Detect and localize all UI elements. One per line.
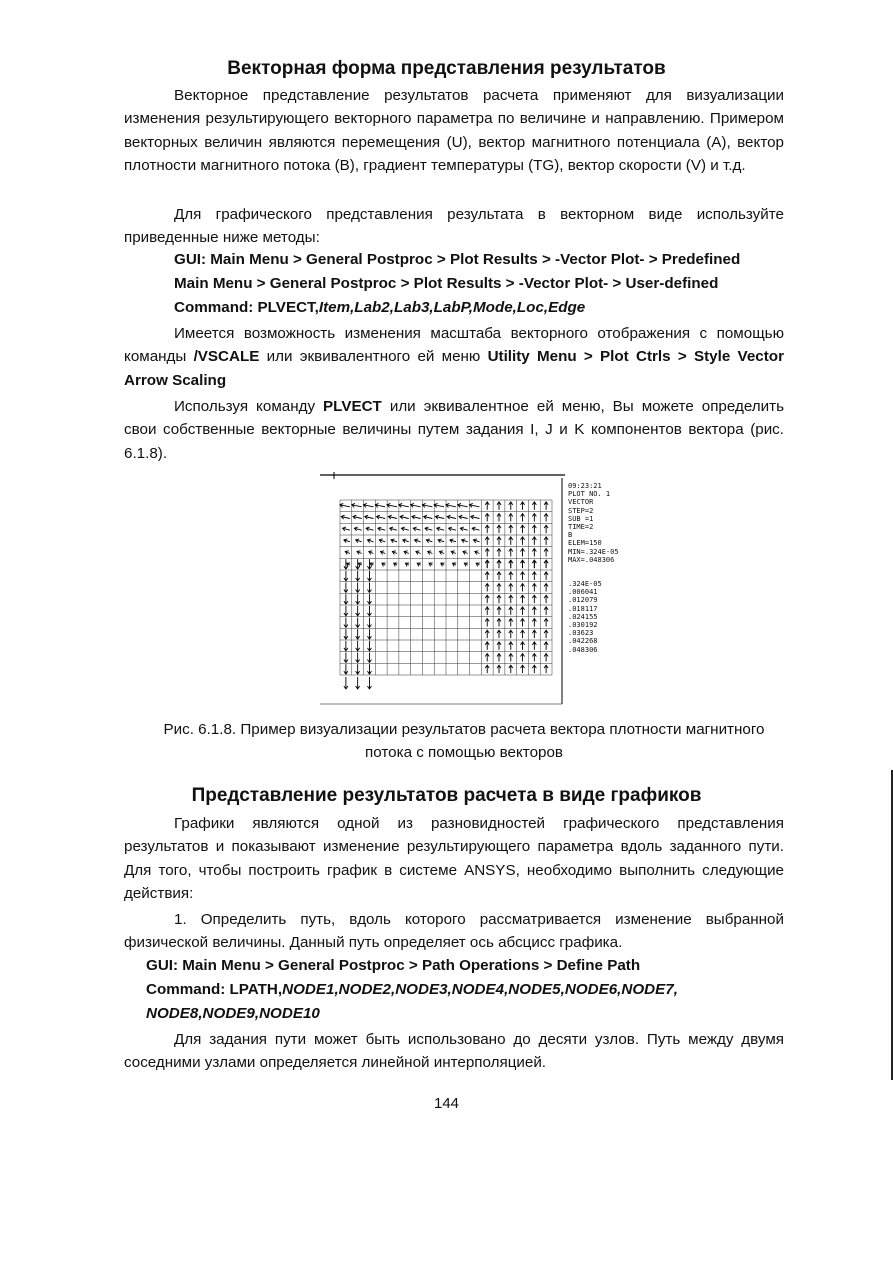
- menu-path-arrow-scaling: Utility Menu > Plot Ctrls > Style Vector Arrow Scaling: [124, 348, 784, 389]
- figure-vector-plot: [320, 470, 650, 715]
- plot-legend-values: .324E-05 .006041 .012079 .018117 .024155 .030192 .03623 .042268 .048306: [568, 580, 602, 654]
- figure-caption: Рис. 6.1.8. Пример визуализации результатов расчета вектора плотности магнитного потока с помощью векторов: [163, 721, 765, 761]
- gui-path-define-path: GUI: Main Menu > General Postproc > Path Operations > Define Path: [146, 957, 641, 974]
- paragraph-path-nodes: Для задания пути может быть использовано до десяти узлов. Путь между двумя соседними узлами определяется линейной интерполяцией.: [124, 1031, 784, 1072]
- plot-legend-header: 09:23:21 PLOT NO. 1 VECTOR STEP=2 SUB =1 TIME=2 B ELEM=150 MIN=.324E-05 MAX=.048306: [568, 482, 619, 564]
- command-vscale: /VSCALE: [193, 348, 260, 366]
- command-lpath: Command: LPATH,NODE1,NODE2,NODE3,NODE4,NODE5,NODE6,NODE7,: [146, 981, 678, 998]
- section-title-graphs: Представление результатов расчета в виде графиков: [191, 785, 702, 806]
- command-lpath-cont: NODE8,NODE9,NODE10: [146, 1005, 320, 1022]
- section-title-vector: Векторная форма представления результатов: [227, 58, 666, 79]
- command-prefix: Command: PLVECT,: [174, 299, 319, 316]
- paragraph-graphs-intro: Графики являются одной из разновидностей графического представления результатов и показывают изменение результирующего параметра вдоль заданного пути. Для того, чтобы построить график в системе ANSYS, необходимо выполнить следующие действия:: [124, 815, 784, 902]
- paragraph-vscale: Имеется возможность изменения масштаба векторного отображения с помощью команды /VSCALE или эквивалентного ей меню Utility Menu > Plot Ctrls > Style Vector Arrow Scaling: [124, 325, 784, 389]
- paragraph-vector-intro: Векторное представление результатов расчета применяют для визуализации изменения результирующего векторного параметра по величине и направлению. Примером векторных величин являются перемещения (U), вектор магнитного потенциала (А), вектор плотности магнитного потока (В), градиент температуры (TG), вектор скорости (V) и т.д.: [124, 87, 784, 174]
- gui-path-predefined: GUI: Main Menu > General Postproc > Plot Results > -Vector Plot- > Predefined: [174, 251, 741, 268]
- gui-path-user-defined: Main Menu > General Postproc > Plot Results > -Vector Plot- > User-defined: [174, 275, 719, 292]
- paragraph-step-1: 1. Определить путь, вдоль которого рассматривается изменение выбранной физической величины. Данный путь определяет ось абсцисс графика.: [124, 911, 784, 952]
- paragraph-methods: Для графического представления результата в векторном виде используйте приведенные ниже методы:: [124, 206, 784, 247]
- command-plvect: [174, 299, 585, 316]
- page-number: 144: [433, 1095, 460, 1112]
- paragraph-user-vectors: Используя команду PLVECT или эквивалентное ей меню, Вы можете определить свои собственные векторные величины путем задания I, J и K компонентов вектора (рис. 6.1.8).: [124, 398, 784, 462]
- command-args: Item,Lab2,Lab3,LabP,Mode,Loc,Edge: [318, 299, 586, 316]
- command-plvect-inline: PLVECT: [323, 398, 382, 415]
